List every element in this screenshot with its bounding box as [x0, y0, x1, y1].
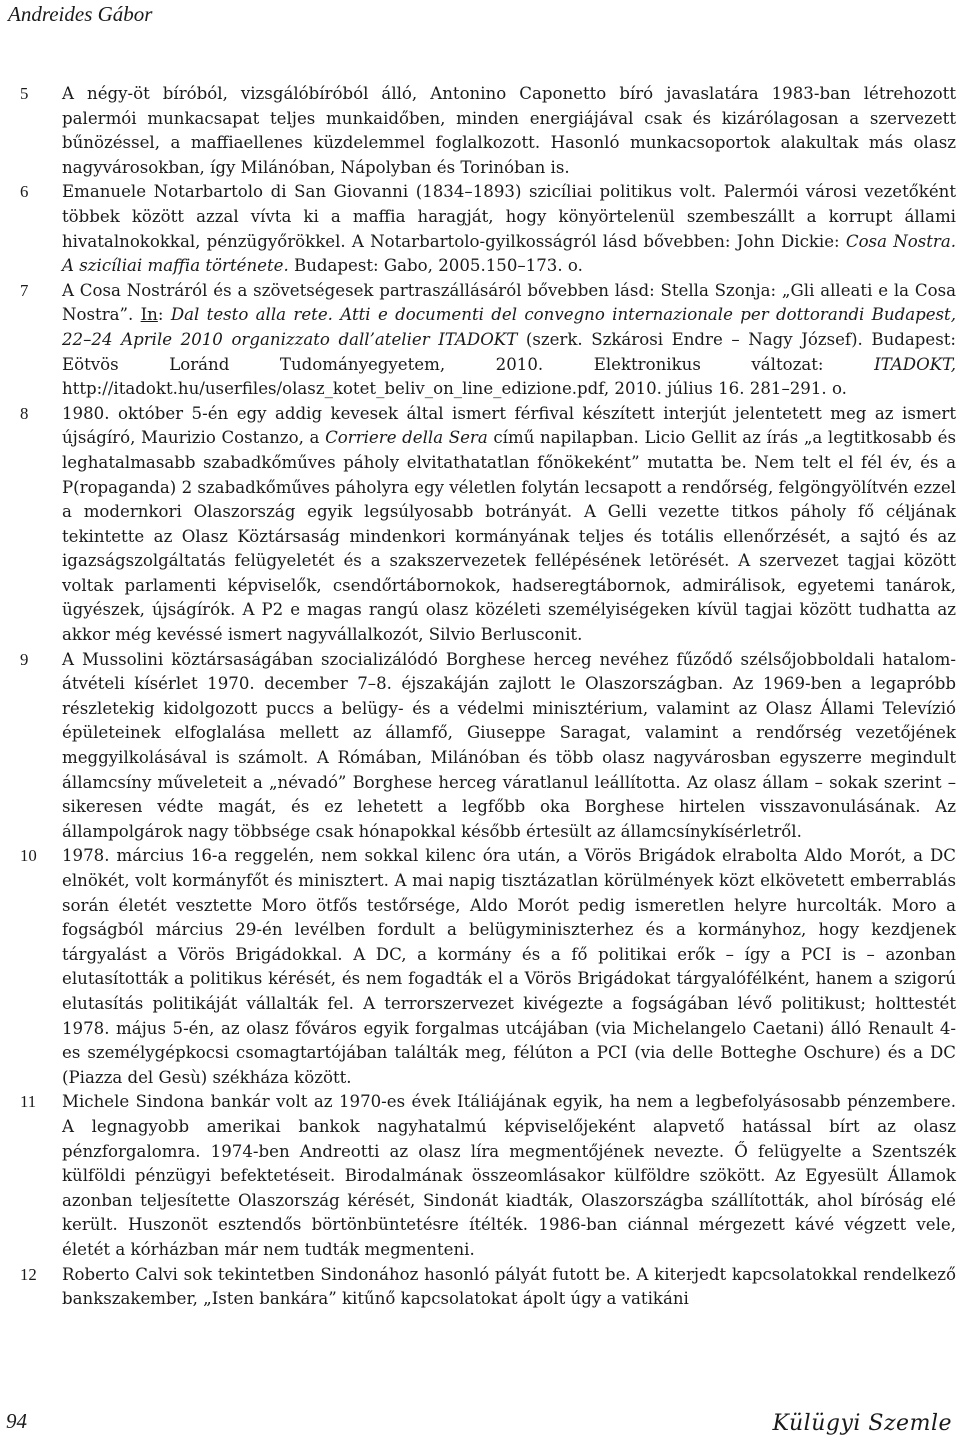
footnote-text [62, 279, 956, 402]
footnote [20, 180, 956, 278]
footnote-text [62, 180, 956, 278]
text-run: 1980. október 5-én egy addig kevesek által ismert férfival készített interjút jelentetett meg az ismert újságíró, Maurizio Costanzo, a [62, 403, 956, 448]
text-run: Michele Sindona bankár volt az 1970-es évek Itáliájának egyik, ha nem a legbefolyásosabb pénzembere. A legnagyobb amerikai bankok nagyhatalmú képviselőjeként alapvető hatással bírt az olasz pénzforgalomra. 1974-ben Andreotti az olasz líra megmentőjének nevezte. Ő felügyelte a Szentszék külföldi pénzügyi befektetéseit. Birodalmának összeomlásakor külföldre szökött. Az Egyesült Államok azonban teljesítette Olaszország kérését, Sindonát kiadták, Olaszországba szállították, ahol bíróság elé került. Huszonöt esztendős börtönbüntetésre ítélték. 1986-ban ciánnal mérgezett kávé végzett vele, életét a kórházban már nem tudták megmenteni. [62, 1092, 956, 1259]
italic-text: Dal testo alla rete. Atti e documenti del convegno internazionale per dottorandi Budapest, 22–24 Aprile 2010 organizzato dall’atelier ITADOKT [62, 305, 956, 349]
footnote-text [62, 1263, 956, 1312]
footnotes-list [20, 82, 956, 1312]
footnote [20, 82, 956, 180]
text-run: http://itadokt.hu/userfiles/olasz_kotet_beliv_on_line_edizione.pdf, 2010. július 16. 281–291. o. [62, 379, 847, 399]
underlined-text: In [140, 305, 158, 325]
footnote-number: 10 [20, 846, 37, 866]
footnote-number: 11 [20, 1092, 37, 1112]
footnote [20, 279, 956, 402]
text-run: (szerk. Szkárosi Endre – Nagy József). Budapest: Eötvös Loránd Tudományegyetem, 2010. Elektronikus változat: [62, 329, 956, 374]
footnote-number: 12 [20, 1264, 37, 1284]
text-run: Emanuele Notarbartolo di San Giovanni (1834–1893) szicíliai politikus volt. Palermói városi vezetőként többek között azzal vívta ki a maffia haragját, hogy könyörtelenül szembeszállt a korrupt állami hivatalnokokkal, pénzügyőrökkel. A Notarbartolo-gyilkosságról lásd bővebben: John Dickie: [62, 182, 956, 251]
text-run: című napilapban. Licio Gellit az írás „a legtitkosabb és leghatalmasabb szabadkőműves páholy elvitathatatlan főnökeként” mutatta be. Nem telt el fél év, és a P(ropaganda) 2 szabadkőműves páholyra egy véletlen folytán lecsapott a rendőrség, felgöngyölítvén ezzel a modernkori Olaszország egyik legsúlyosabb botrányát. A Gelli vezette titkos páholy fő céljának tekintette az Olasz Köztársaság mindenkori kormányának teljes és totális ellenőrzését, a sajtó és az igazságszolgáltatás felügyeletét és a szakszervezetek fellépésének letörését. A szervezet tagjai között voltak parlamenti képviselők, csendőrtábornokok, hadseregtábornok, admirálisok, egyetemi tanárok, ügyészek, újságírók. A P2 e magas rangú olasz közéleti személyiségeken kívül tagjai között tudhatta az akkor még kevéssé ismert nagyvállalkozót, Silvio Berlusconit. [62, 428, 956, 645]
footnote [20, 648, 956, 845]
text-run: : [157, 305, 171, 325]
footnote [20, 1263, 956, 1312]
footnote-number: 5 [20, 84, 29, 103]
footnote-text [62, 1090, 956, 1262]
text-run: A Mussolini köztársaságában szocializálódó Borghese herceg nevéhez fűződő szélsőjobboldali hatalom-átvételi kísérlet 1970. december 7–8. éjszakáján zajlott le Olaszországban. Az 1969-ben a legapróbb részletekig kidolgozott puccs a belügy- és a védelmi minisztérium, valamint az Olasz Állami Televízió épületeinek elfoglalása mellett az államfő, Giuseppe Saragat, valamint a rendőrség vezetőjének meggyilkolásával is számolt. A Rómában, Milánóban és több olasz nagyvárosban egyszerre megindult államcsíny műveleteit a „névadó” Borghese herceg váratlanul leállította. Az olasz állam – sokak szerint – sikeresen védte magát, és ez lehetett a legfőbb oka Borghese hirtelen visszavonulásának. Az állampolgárok nagy többsége csak hónapokkal később értesült az államcsínykísérletről. [62, 649, 956, 841]
footnote-text [62, 844, 956, 1090]
text-run: A négy-öt bíróból, vizsgálóbíróból álló, Antonino Caponetto bíró javaslatára 1983-ban létrehozott palermói munkacsapat teljes munkaidőben, minden energiájával csak és kizárólagosan a szervezett bűnözéssel, a maffiaellenes küzdelemmel foglalkozott. Hasonló munkacsoportok alakultak más olasz nagyvárosokban, így Milánóban, Nápolyban és Torinóban is. [62, 84, 956, 177]
footnote-number: 8 [20, 403, 29, 423]
text-run: A Cosa Nostráról és a szövetségesek partraszállásáról bővebben lásd: Stella Szonja: „Gli alleati e la Cosa Nostra”. [62, 280, 956, 325]
italic-text: Corriere della Sera [325, 428, 488, 448]
footnote-number: 7 [20, 280, 29, 300]
text-run: 1978. március 16-a reggelén, nem sokkal kilenc óra után, a Vörös Brigádok elrabolta Aldo Morót, a DC elnökét, volt kormányfőt és minisztert. A mai napig tisztázatlan körülmények közt elkövetett emberrablás során életét vesztette Moro ötfős testőrsége, Aldo Morót pedig ismeretlen helyre hurcolták. Moro a fogságból március 29-én levélben fordult a belügyminiszterhez és a kormányhoz, hogy kezdjenek tárgyalást a Vörös Brigádokkal. A DC, a kormány és a fő politikai erők – így a PCI is – azonban elutasították a politikus kérését, és nem fogadták el a Vörös Brigádokat tárgyalófélként, hanem a szigorú elutasítás politikáját vállalták fel. A terrorszervezet kivégezte a fogságában lévő politikust; holttestét 1978. május 5-én, az olasz főváros egyik forgalmas utcájában (via Michelangelo Caetani) álló Renault 4-es személygépkocsi csomagtartójában találták meg, félúton a PCI (via delle Botteghe Oschure) és a DC (Piazza del Gesù) székháza között. [62, 846, 956, 1087]
text-run: Budapest: Gabo, 2005.150–173. o. [288, 256, 583, 276]
text-run: Roberto Calvi sok tekintetben Sindonához hasonló pályát futott be. A kiterjedt kapcsolatokkal rendelkező bankszakember, „Isten bankára” kitűnő kapcsolatokat ápolt úgy a vatikáni [62, 1264, 956, 1309]
footnote-number: 6 [20, 182, 29, 202]
page-number: 94 [6, 1409, 27, 1433]
footnote [20, 844, 956, 1090]
footnote [20, 402, 956, 648]
italic-text: ITADOKT, [874, 354, 956, 374]
footnote-text [62, 402, 956, 648]
footnote [20, 1090, 956, 1262]
footnote-text [62, 648, 956, 845]
journal-title: Külügyi Szemle [772, 1411, 952, 1436]
italic-text: Cosa Nostra. A szicíliai maffia története. [62, 231, 956, 276]
footnote-text [62, 82, 956, 180]
footnote-number: 9 [20, 649, 29, 669]
running-head-author: Andreides Gábor [8, 2, 153, 26]
